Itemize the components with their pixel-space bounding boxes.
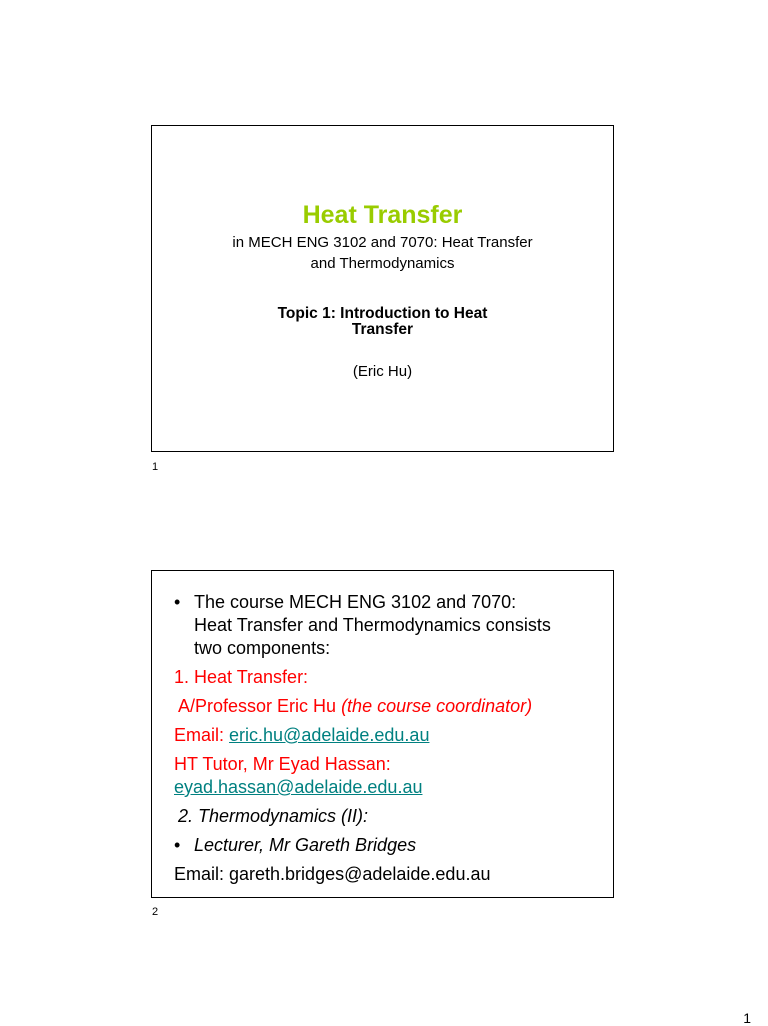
heat-transfer-heading: 1. Heat Transfer: [174, 667, 309, 687]
topic-line-2: Transfer [351, 321, 414, 338]
coordinator-name: A/Professor Eric Hu [178, 696, 337, 716]
lecturer-text: Lecturer, Mr Gareth Bridges [194, 835, 417, 855]
course-subtitle-line-2: and Thermodynamics [310, 255, 455, 272]
intro-line-3: two components: [194, 638, 331, 658]
author: (Eric Hu) [352, 363, 413, 380]
slide-number-1: 1 [152, 461, 159, 473]
coordinator-role: (the course coordinator) [341, 696, 533, 716]
intro-line-2: Heat Transfer and Thermodynamics consists [194, 615, 551, 635]
bullet-icon: • [174, 835, 181, 855]
email-label: Email: [174, 725, 225, 745]
topic-heading [152, 306, 613, 338]
topic-line-1: Topic 1: Introduction to Heat [277, 305, 488, 322]
thermodynamics-heading: 2. Thermodynamics (II): [178, 806, 369, 826]
tutor-label: HT Tutor, Mr Eyad Hassan: [174, 754, 391, 774]
course-subtitle-line-1: in MECH ENG 3102 and 7070: Heat Transfer [232, 234, 533, 251]
course-subtitle [152, 232, 613, 274]
lecturer-email: Email: gareth.bridges@adelaide.edu.au [174, 864, 491, 884]
intro-line-1: The course MECH ENG 3102 and 7070: [194, 592, 517, 612]
slide-title: Heat Transfer [302, 201, 463, 229]
coordinator-email-line [174, 724, 605, 747]
coordinator-line [174, 695, 605, 718]
page-number: 1 [743, 1010, 751, 1026]
lecturer-bullet [174, 834, 605, 857]
slide-2 [151, 570, 614, 898]
tutor-email-line [174, 776, 605, 799]
coordinator-email-link[interactable]: eric.hu@adelaide.edu.au [229, 725, 430, 745]
slide-1 [151, 125, 614, 452]
intro-bullet [174, 591, 605, 660]
bullet-icon: • [174, 592, 181, 612]
slide-number-2: 2 [152, 906, 159, 918]
slide-2-body [174, 591, 605, 886]
tutor-email-link[interactable]: eyad.hassan@adelaide.edu.au [174, 777, 423, 797]
